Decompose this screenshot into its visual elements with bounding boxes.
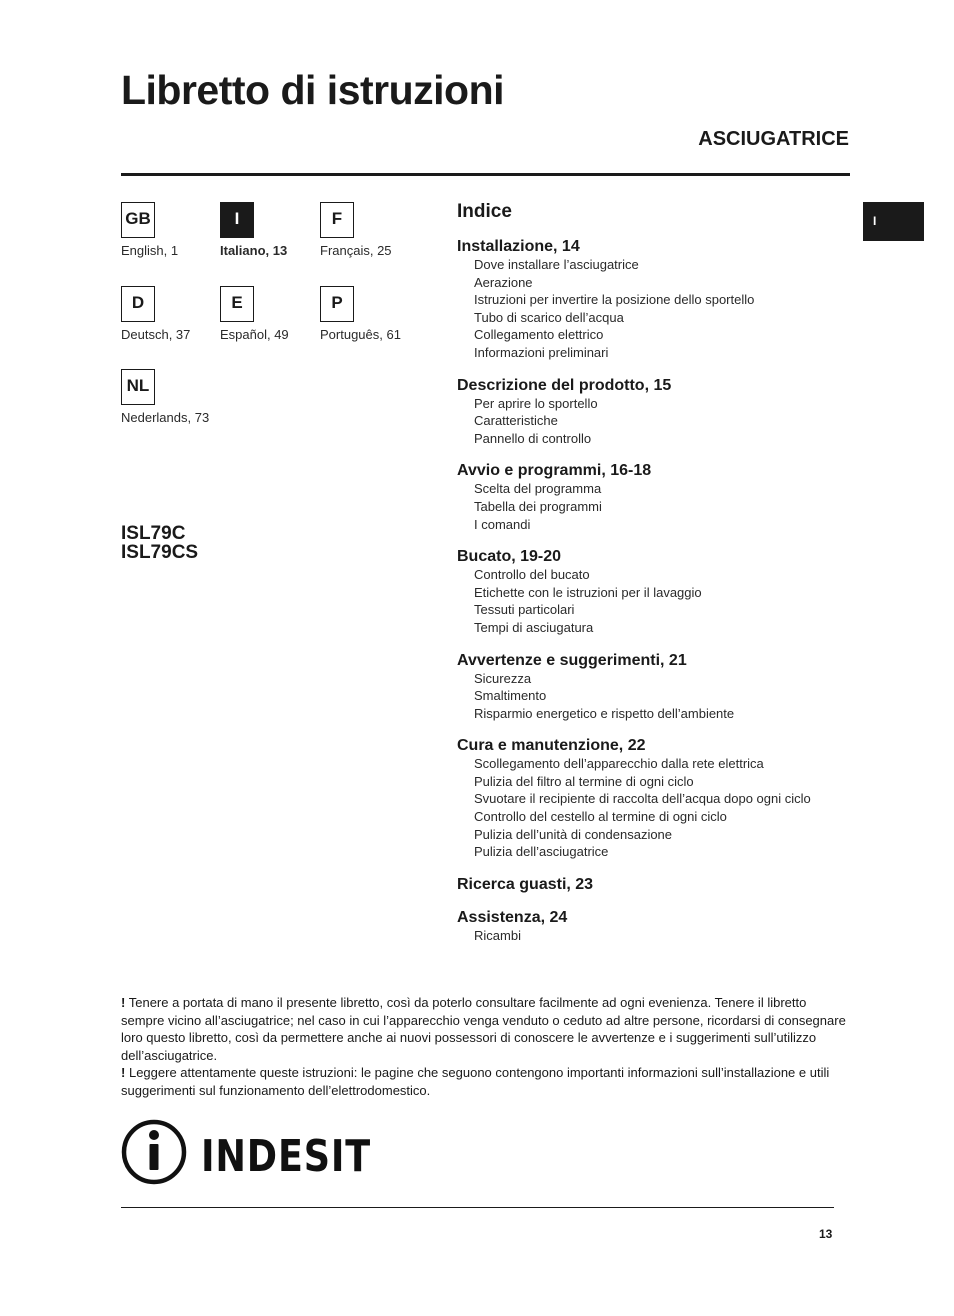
toc-item-list (457, 670, 857, 723)
language-label: English, 1 (121, 243, 179, 258)
toc-item-list (457, 256, 857, 362)
toc-item[interactable]: Per aprire lo sportello (474, 395, 598, 411)
toc-item[interactable]: Controllo del cestello al termine di ogni ciclo (474, 809, 727, 825)
toc-item[interactable]: Tubo di scarico dell’acqua (474, 309, 624, 325)
language-label: Italiano, 13 (220, 243, 288, 258)
toc-section-heading[interactable]: Cura e manutenzione, 22 (457, 737, 646, 755)
language-entry-pt[interactable] (320, 286, 440, 342)
toc-item[interactable]: Scollegamento dell’apparecchio dalla rete elettrica (474, 756, 764, 772)
toc-item[interactable]: Pulizia del filtro al termine di ogni ciclo (474, 773, 694, 789)
toc-section (457, 651, 857, 723)
language-code-box[interactable]: D (121, 286, 155, 322)
language-code-box[interactable]: I (220, 202, 254, 238)
indesit-logo-icon (121, 1118, 373, 1186)
language-label: Español, 49 (220, 327, 289, 342)
usage-notes (121, 994, 849, 1099)
toc-item-list (457, 395, 857, 448)
toc-item[interactable]: Smaltimento (474, 688, 547, 704)
language-code-box[interactable]: F (320, 202, 354, 238)
toc-item[interactable]: Pannello di controllo (474, 430, 592, 446)
toc-item[interactable]: Dove installare l’asciugatrice (474, 257, 639, 272)
toc-item[interactable]: Sicurezza (474, 670, 532, 686)
toc-section (457, 461, 857, 533)
page-title: Libretto di istruzioni (121, 67, 505, 113)
language-code-box[interactable]: NL (121, 369, 155, 405)
language-code-box[interactable]: GB (121, 202, 155, 238)
note-text: Leggere attentamente queste istruzioni: le pagine che seguono contengono importanti informazioni sull’installazione e utili suggerimenti sul funzionamento dell’elettrodomestico. (121, 1065, 830, 1098)
toc-item[interactable]: Pulizia dell’unità di condensazione (474, 826, 673, 842)
toc-section-heading[interactable]: Descrizione del prodotto, 15 (457, 376, 672, 394)
toc-sections (457, 237, 857, 944)
exclamation-icon: ! (121, 995, 126, 1010)
toc-section (457, 547, 857, 636)
toc-section-heading[interactable]: Avvertenze e suggerimenti, 21 (457, 651, 687, 669)
toc-section-heading[interactable]: Installazione, 14 (457, 238, 580, 255)
toc-item[interactable]: Tessuti particolari (474, 602, 575, 618)
note-text: Tenere a portata di mano il presente libretto, così da poterlo consultare facilmente ad ogni evenienza. Tenere il libretto sempre vicino all’asciugatrice; nel caso in cui l’apparecchio venga venduto o ceduto ad altre persone, ricordarsi di consegnare loro questo libretto, così da permettere anche ai nuovi possessori di conoscere le avvertenze e i suggerimenti sull’utilizzo dell’asciugatrice. (121, 995, 846, 1063)
toc-item-list (457, 927, 857, 945)
footer-divider (121, 1207, 834, 1208)
toc-item[interactable]: Tempi di asciugatura (474, 619, 594, 635)
page-number: 13 (819, 1227, 833, 1241)
language-code-box[interactable]: P (320, 286, 354, 322)
model-number: ISL79C (121, 523, 186, 544)
note-paragraph (121, 994, 849, 1064)
toc-item[interactable]: Pulizia dell’asciugatrice (474, 844, 609, 860)
toc-section (457, 376, 857, 448)
toc-item[interactable]: Collegamento elettrico (474, 327, 604, 343)
toc-item[interactable]: Informazioni preliminari (474, 344, 609, 360)
header-divider (121, 173, 850, 176)
table-of-contents (457, 200, 857, 958)
toc-section-heading[interactable]: Assistenza, 24 (457, 908, 568, 926)
toc-section-heading[interactable]: Ricerca guasti, 23 (457, 875, 594, 893)
model-numbers (121, 524, 198, 562)
toc-section (457, 736, 857, 861)
svg-text:INDESIT: INDESIT (201, 1131, 371, 1182)
toc-item-list (457, 566, 857, 636)
language-label: Français, 25 (320, 243, 392, 258)
toc-item[interactable]: Svuotare il recipiente di raccolta dell’acqua dopo ogni ciclo (474, 791, 811, 807)
language-tab-marker: I (863, 202, 924, 241)
exclamation-icon: ! (121, 1065, 126, 1080)
toc-section (457, 908, 857, 945)
product-type: ASCIUGATRICE (698, 128, 849, 150)
toc-item[interactable]: Risparmio energetico e rispetto dell’ambiente (474, 705, 735, 721)
toc-item[interactable]: Istruzioni per invertire la posizione dello sportello (474, 292, 755, 308)
toc-section-heading[interactable]: Avvio e programmi, 16-18 (457, 462, 652, 480)
model-number: ISL79CS (121, 542, 199, 563)
toc-item[interactable]: Controllo del bucato (474, 567, 590, 583)
toc-item[interactable]: I comandi (474, 516, 531, 532)
toc-item-list (457, 755, 857, 861)
toc-section (457, 875, 857, 894)
toc-section (457, 237, 857, 362)
toc-item[interactable]: Etichette con le istruzioni per il lavaggio (474, 584, 702, 600)
language-entry-fr[interactable] (320, 202, 440, 258)
toc-section-heading[interactable]: Bucato, 19-20 (457, 548, 562, 566)
note-paragraph (121, 1064, 849, 1099)
toc-item[interactable]: Tabella dei programmi (474, 498, 602, 514)
toc-item[interactable]: Aerazione (474, 274, 533, 290)
language-code-box[interactable]: E (220, 286, 254, 322)
toc-item[interactable]: Caratteristiche (474, 413, 558, 429)
toc-item[interactable]: Scelta del programma (474, 481, 602, 497)
toc-item[interactable]: Ricambi (474, 927, 521, 943)
language-label: Nederlands, 73 (121, 410, 210, 425)
language-label: Português, 61 (320, 327, 401, 342)
indesit-logo (121, 1118, 373, 1191)
language-entry-nl[interactable] (121, 369, 241, 425)
toc-title: Indice (457, 201, 512, 222)
language-label: Deutsch, 37 (121, 327, 191, 342)
toc-item-list (457, 480, 857, 533)
